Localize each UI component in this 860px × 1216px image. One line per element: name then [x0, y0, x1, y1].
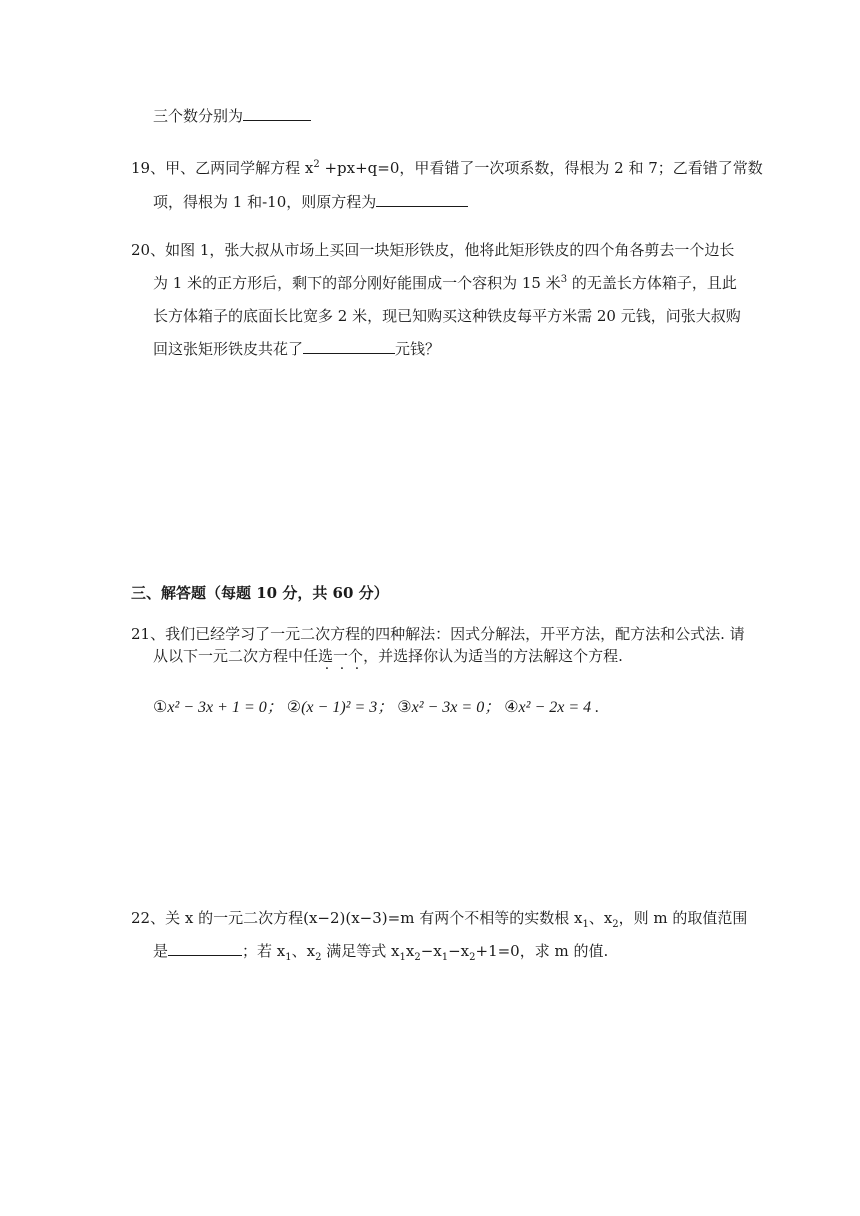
q20-number: 20、: [131, 241, 166, 259]
q22-line2: [153, 941, 608, 961]
q19-text-a: 甲、乙两同学解方程 x: [165, 159, 314, 177]
q21-emphasis-3: 个: [348, 647, 364, 665]
q21-eq1-marker: ①: [153, 699, 168, 716]
q18-text: 三个数分别为: [153, 107, 244, 125]
q19-line2: [153, 192, 468, 212]
q22-text-2f: −x: [420, 942, 442, 960]
q22-sub: 2: [469, 952, 476, 963]
q22-sub: 1: [441, 952, 449, 963]
q22-text-1c: ，则 m 的取值范围: [618, 909, 748, 927]
q22-sub: 1: [399, 952, 406, 963]
q22-text-2a: 是: [153, 942, 169, 960]
q21-emphasis-2: 一: [333, 647, 349, 665]
q21-eq2: (x − 1)² = 3；: [301, 699, 394, 716]
q20-line1: [131, 240, 734, 260]
q19-exponent: 2: [313, 159, 320, 170]
q21-eq3: x² − 3x = 0；: [411, 699, 501, 716]
q21-line2: [153, 646, 623, 666]
q21-emphasis-1: 选: [318, 647, 334, 665]
q20-text-2a: 为 1 米的正方形后，剩下的部分刚好能围成一个容积为 15 米: [153, 274, 561, 292]
q20-text-4b: 元钱？: [395, 340, 441, 358]
q22-answer-blank[interactable]: [168, 941, 242, 956]
q22-text-2g: −x: [448, 942, 470, 960]
q21-eq4-marker: ④: [504, 699, 519, 716]
q19-text-b: +px+q=0，甲看错了一次项系数，得根为 2 和 7；乙看错了常数: [319, 159, 763, 177]
q19-line1: [131, 158, 763, 178]
q22-sub: 2: [414, 952, 421, 963]
q21-text-2b: ，并选择你认为适当的方法解这个方程.: [363, 647, 623, 665]
q22-text-2c: 、x: [291, 942, 316, 960]
q19-answer-blank[interactable]: [376, 192, 468, 207]
q20-text-1: 如图 1，张大叔从市场上买回一块矩形铁皮，他将此矩形铁皮的四个角各剪去一个边长: [165, 241, 735, 259]
q18-continuation: [153, 106, 311, 126]
q19-number: 19、: [131, 159, 166, 177]
q20-line4: [153, 339, 440, 359]
q22-text-2d: 满足等式 x: [321, 942, 400, 960]
q22-sub: 1: [285, 952, 292, 963]
q21-line1: [131, 624, 745, 644]
q18-answer-blank[interactable]: [243, 106, 311, 121]
q22-sub: 2: [315, 952, 322, 963]
q22-text-2e: x: [405, 942, 415, 960]
q21-eq1: x² − 3x + 1 = 0；: [167, 699, 283, 716]
q22-text-2b: ；若 x: [242, 942, 286, 960]
q22-text-1a: 关 x 的一元二次方程(x−2)(x−3)=m 有两个不相等的实数根 x: [165, 909, 583, 927]
q20-answer-blank[interactable]: [303, 339, 395, 354]
q21-number: 21、: [131, 625, 166, 643]
q22-sub: 1: [582, 919, 589, 930]
q20-text-4a: 回这张矩形铁皮共花了: [153, 340, 304, 358]
q20-text-3: 长方体箱子的底面长比宽多 2 米，现已知购买这种铁皮每平方米需 20 元钱，问张大叔购: [153, 307, 741, 325]
q20-text-2b: 的无盖长方体箱子，且此: [567, 274, 737, 292]
section3-title: 三、解答题（每题 10 分，共 60 分）: [131, 584, 389, 602]
q21-text-1: 我们已经学习了一元二次方程的四种解法：因式分解法，开平方法，配方法和公式法. 请: [165, 625, 745, 643]
q22-text-2h: +1=0，求 m 的值.: [475, 942, 609, 960]
q21-eq2-marker: ②: [286, 699, 302, 716]
q21-eq4: x² − 2x = 4 .: [518, 699, 600, 716]
q20-line2: [153, 273, 737, 293]
q21-eq3-marker: ③: [397, 699, 412, 716]
q21-equations: [153, 698, 599, 718]
q22-text-1b: 、x: [588, 909, 613, 927]
q20-line3: [153, 306, 741, 326]
q22-line1: [131, 908, 747, 928]
q19-text-c: 项，得根为 1 和-10，则原方程为: [153, 193, 377, 211]
q22-number: 22、: [131, 909, 166, 927]
section3-heading: [131, 583, 389, 603]
q21-text-2a: 从以下一元二次方程中任: [153, 647, 319, 665]
q22-sub: 2: [612, 919, 619, 930]
q20-exponent: 3: [560, 274, 568, 285]
